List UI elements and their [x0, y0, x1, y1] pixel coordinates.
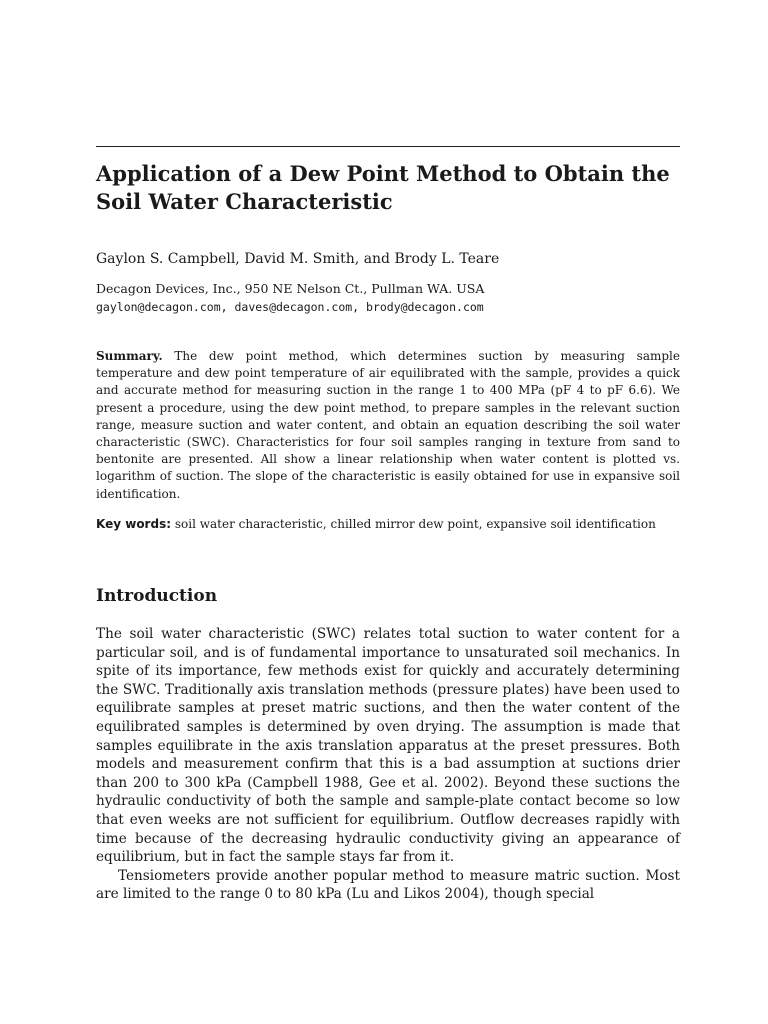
- summary-text: The dew point method, which determines suction by measuring sample temperature and dew point temperature of air equilibrated with the sample, provides a quick and accurate method for measuring suction in the range 1 to 400 MPa (pF 4 to pF 6.6). We present a procedure, using the dew point method, to prepare samples in the relevant suction range, measure suction and water content, and obtain an equation describing the soil water characteristic (SWC). Characteristics for four soil samples ranging in texture from sand to bentonite are presented. All show a linear relationship when water content is plotted vs. logarithm of suction. The slope of the characteristic is easily obtained for use in expansive soil identification.: [96, 349, 680, 501]
- intro-paragraph-1: The soil water characteristic (SWC) relates total suction to water content for a particular soil, and is of fundamental importance to unsaturated soil mechanics. In spite of its importance, few methods exist for quickly and accurately determining the SWC. Traditionally axis translation methods (pressure plates) have been used to equilibrate samples at preset matric suctions, and then the water content of the equilibrated samples is determined by oven drying. The assumption is made that samples equilibrate in the axis translation apparatus at the preset pressures. Both models and measurement confirm that this is a bad assumption at suctions drier than 200 to 300 kPa (Campbell 1988, Gee et al. 2002). Beyond these suctions the hydraulic conductivity of both the sample and sample-plate contact become so low that even weeks are not sufficient for equilibrium. Outflow decreases rapidly with time because of the decreasing hydraulic conductivity giving an appearance of equilibrium, but in fact the sample stays far from it.: [96, 626, 680, 866]
- paper-title: Application of a Dew Point Method to Obtain the Soil Water Characteristic: [96, 161, 670, 214]
- author-list: Gaylon S. Campbell, David M. Smith, and Brody L. Teare: [96, 251, 500, 267]
- introduction-body: [96, 625, 680, 904]
- intro-paragraph-2: Tensiometers provide another popular method to measure matric suction. Most are limited to the range 0 to 80 kPa (Lu and Likos 2004), though special: [96, 867, 680, 903]
- keywords-paragraph: [96, 516, 680, 533]
- summary-paragraph: [96, 348, 680, 503]
- affiliation: Decagon Devices, Inc., 950 NE Nelson Ct., Pullman WA. USA: [96, 281, 485, 296]
- keywords-text: soil water characteristic, chilled mirror dew point, expansive soil identification: [174, 517, 656, 531]
- author-emails: gaylon@decagon.com, daves@decagon.com, brody@decagon.com: [96, 300, 484, 314]
- summary-heading: Summary.: [96, 349, 163, 363]
- keywords-heading: Key words:: [96, 517, 172, 531]
- header-rule: [96, 146, 680, 147]
- section-heading-introduction: Introduction: [96, 586, 218, 606]
